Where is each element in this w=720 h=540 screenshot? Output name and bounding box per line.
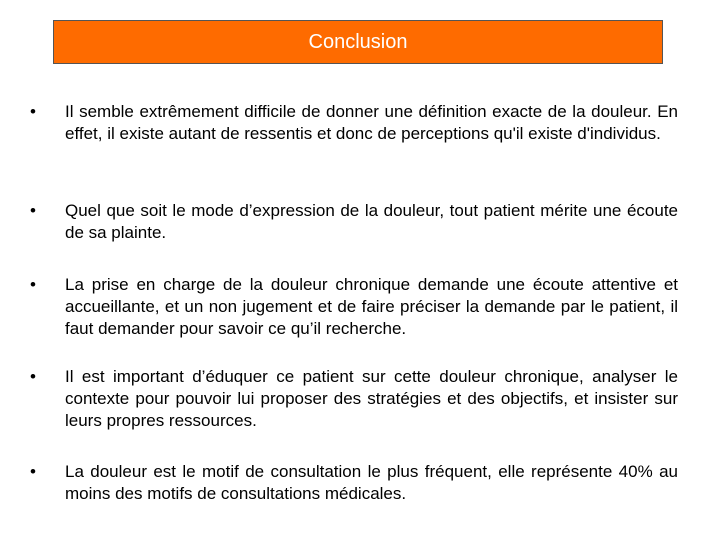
bullet-item	[30, 461, 678, 505]
slide-title-banner	[53, 20, 663, 64]
bullet-text: Quel que soit le mode d’expression de la douleur, tout patient mérite une écoute de sa plainte.	[65, 201, 678, 242]
bullet-dot-icon: •	[30, 367, 36, 386]
bullet-dot-icon: •	[30, 275, 36, 294]
bullet-text: Il semble extrêmement difficile de donner une définition exacte de la douleur. En effet, il existe autant de ressentis et donc de perceptions qu'il existe d'individus.	[65, 102, 678, 143]
bullet-dot-icon: •	[30, 201, 36, 220]
bullet-item	[30, 101, 678, 145]
slide-title: Conclusion	[308, 31, 408, 53]
bullet-text: Il est important d’éduquer ce patient sur cette douleur chronique, analyser le contexte pour pouvoir lui proposer des stratégies et des objectifs, et insister sur leurs propres ressources.	[65, 367, 678, 430]
bullet-item	[30, 200, 678, 244]
bullet-text: La prise en charge de la douleur chronique demande une écoute attentive et accueillante, et un non jugement et de faire préciser la demande par le patient, il faut demander pour savoir ce qu’il recherche.	[65, 275, 678, 338]
bullet-dot-icon: •	[30, 102, 36, 121]
bullet-item	[30, 366, 678, 432]
bullet-text: La douleur est le motif de consultation le plus fréquent, elle représente 40% au moins des motifs de consultations médicales.	[65, 462, 678, 503]
bullet-item	[30, 274, 678, 340]
bullet-dot-icon: •	[30, 462, 36, 481]
